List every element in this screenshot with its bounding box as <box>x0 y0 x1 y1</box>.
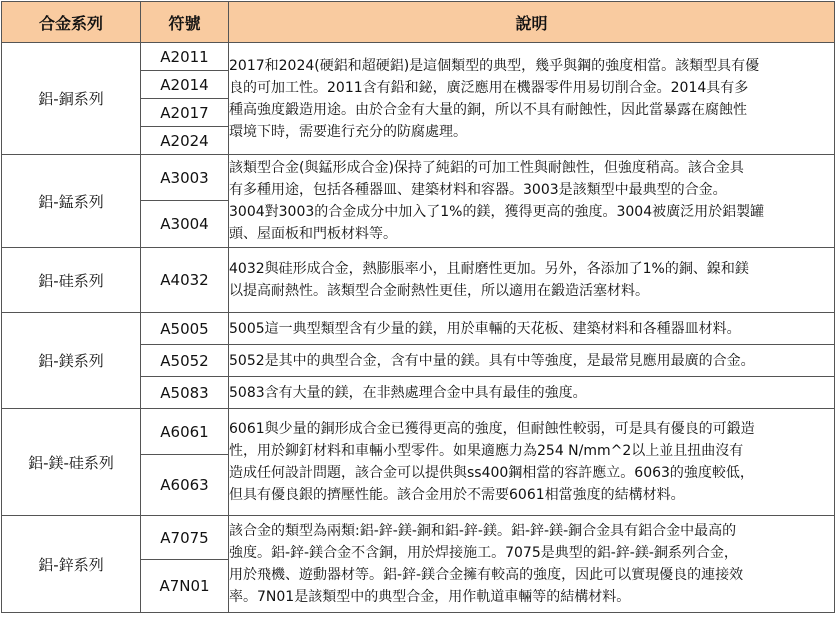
code-a6061: A6061 <box>141 409 229 455</box>
description-al-cu <box>229 43 835 155</box>
description-line: 良的可加工性。2011含有鉛和鉍，廣泛應用在機器零件用易切削合金。2014具有多 <box>229 79 749 96</box>
header-code: 符號 <box>141 2 229 43</box>
table-row <box>2 313 835 345</box>
description-line: 該合金的類型為兩類:鋁-鋅-鎂-銅和鋁-鋅-鎂。鋁-鋅-鎂-銅合金具有鋁合金中最高的 <box>229 523 737 539</box>
description-a5052: 5052是其中的典型合金，含有中量的鎂。具有中等強度，是最常見應用最廣的合金。 <box>229 345 835 377</box>
code-a2011: A2011 <box>141 43 229 71</box>
code-a2014: A2014 <box>141 71 229 99</box>
table-row <box>2 43 835 71</box>
description-line: 有多種用途，包括各種器皿、建築材料和容器。3003是該類型中最典型的合金。 <box>229 182 727 198</box>
description-line: 環境下時，需要進行充分的防腐處理。 <box>229 123 467 140</box>
table-row <box>2 155 835 201</box>
code-a2024: A2024 <box>141 127 229 155</box>
code-a4032: A4032 <box>141 248 229 313</box>
series-al-si: 鋁-硅系列 <box>2 248 141 313</box>
series-al-cu: 鋁-銅系列 <box>2 43 141 155</box>
description-line: 性，用於鉚釘材料和車輛小型零件。如果適應力為254 N/mm^2以上並且扭曲沒有 <box>229 443 744 459</box>
description-line: 造成任何設計問題，該合金可以提供與ss400鋼相當的容許應立。6063的強度較低， <box>229 465 754 481</box>
description-a5005: 5005這一典型類型含有少量的鎂，用於車輛的天花板、建築材料和各種器皿材料。 <box>229 313 835 345</box>
description-al-si <box>229 248 835 313</box>
header-row <box>2 2 835 43</box>
description-line: 強度。鋁-鋅-鎂合金不含銅，用於焊接施工。7075是典型的鋁-鋅-鎂-銅系列合金， <box>229 545 738 561</box>
header-description: 說明 <box>229 2 835 43</box>
description-line: 以提高耐熱性。該類型合金耐熱性更佳，所以適用在鍛造活塞材料。 <box>229 283 649 299</box>
description-line: 4032與硅形成合金，熱膨脹率小，且耐磨性更加。另外，各添加了1%的銅、鎳和鎂 <box>229 261 749 277</box>
description-line: 2017和2024(硬鋁和超硬鋁)是這個類型的典型，幾乎與鋼的強度相當。該類型具有優 <box>229 57 760 74</box>
series-al-mg-si: 鋁-鎂-硅系列 <box>2 409 141 516</box>
description-line: 該類型合金(與錳形成合金)保持了純鋁的可加工性與耐蝕性，但強度稍高。該合金具 <box>229 160 744 176</box>
description-al-zn <box>229 516 835 613</box>
code-a5005: A5005 <box>141 313 229 345</box>
code-a3004: A3004 <box>141 201 229 248</box>
header-series: 合金系列 <box>2 2 141 43</box>
table-row <box>2 516 835 560</box>
description-line: 率。7N01是該類型中的典型合金，用作軌道車輛等的結構材料。 <box>229 589 631 605</box>
series-al-mg: 鋁-鎂系列 <box>2 313 141 409</box>
description-line: 3004對3003的合金成分中加入了1%的鎂，獲得更高的強度。3004被廣泛用於鋁製罐 <box>229 204 765 220</box>
description-line: 頭、屋面板和門板材料等。 <box>229 226 397 242</box>
series-al-zn: 鋁-鋅系列 <box>2 516 141 613</box>
table-row <box>2 409 835 455</box>
description-al-mn <box>229 155 835 248</box>
description-line: 種高強度鍛造用途。由於合金有大量的銅，所以不具有耐蝕性，因此當暴露在腐蝕性 <box>229 101 747 118</box>
code-a3003: A3003 <box>141 155 229 201</box>
code-a5052: A5052 <box>141 345 229 377</box>
description-line: 但具有優良銀的擠壓性能。該合金用於不需要6061相當強度的結構材料。 <box>229 487 685 503</box>
description-line: 6061與少量的銅形成合金已獲得更高的強度，但耐蝕性較弱，可是具有優良的可鍛造 <box>229 421 755 437</box>
code-a2017: A2017 <box>141 99 229 127</box>
alloy-series-table <box>1 1 835 613</box>
description-line: 用於飛機、遊動器材等。鋁-鋅-鎂合金擁有較高的強度，因此可以實現優良的連接效 <box>229 567 744 583</box>
code-a6063: A6063 <box>141 455 229 516</box>
code-a7n01: A7N01 <box>141 560 229 613</box>
code-a7075: A7075 <box>141 516 229 560</box>
code-a5083: A5083 <box>141 377 229 409</box>
series-al-mn: 鋁-錳系列 <box>2 155 141 248</box>
description-al-mg-si <box>229 409 835 516</box>
description-a5083: 5083含有大量的鎂，在非熱處理合金中具有最佳的強度。 <box>229 377 835 409</box>
table-row <box>2 248 835 313</box>
